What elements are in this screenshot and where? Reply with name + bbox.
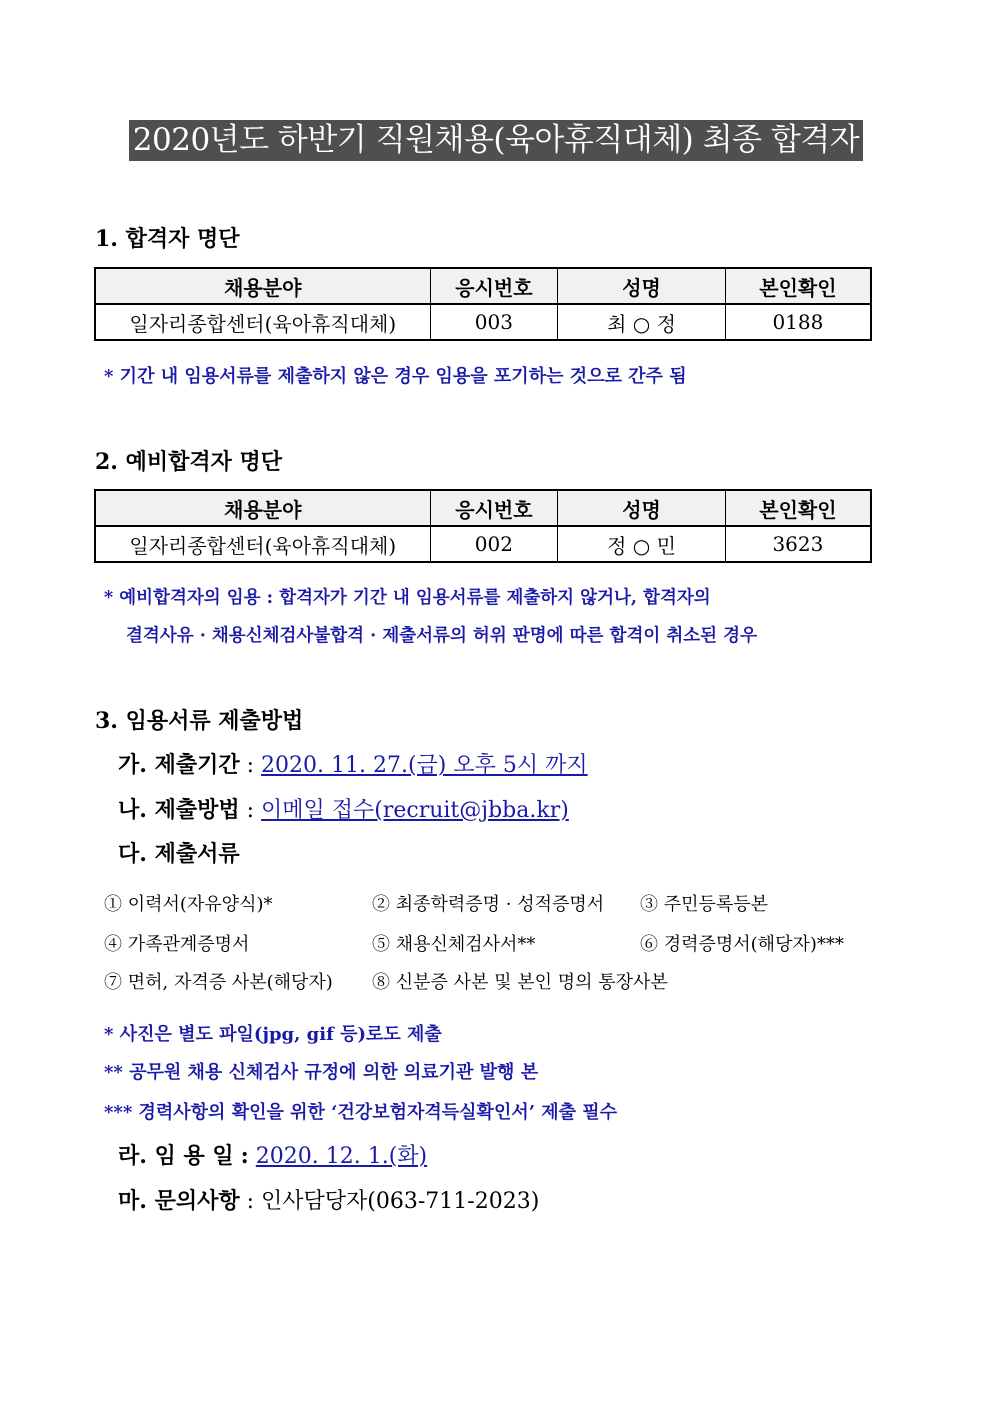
docs-row bbox=[118, 837, 240, 868]
col-header-name: 성명 bbox=[558, 490, 726, 526]
doc-item: ⑥ 경력증명서(해당자)*** bbox=[640, 934, 844, 955]
passers-table bbox=[94, 267, 872, 341]
appoint-sep: : bbox=[240, 1143, 249, 1169]
method-row bbox=[118, 793, 569, 824]
doc-note: ** 공무원 채용 신체검사 규정에 의한 의료기관 발행 본 bbox=[104, 1062, 539, 1083]
doc-note: * 사진은 별도 파일(jpg, gif 등)로도 제출 bbox=[104, 1024, 442, 1045]
cell-verify: 0188 bbox=[725, 304, 871, 340]
section-3-heading: 3. 임용서류 제출방법 bbox=[95, 708, 304, 734]
contact-value: 인사담당자(063-711-2023) bbox=[261, 1189, 540, 1214]
period-row bbox=[118, 748, 588, 779]
appoint-label: 라. 임 용 일 bbox=[118, 1143, 234, 1169]
period-value: 2020. 11. 27.(금) 오후 5시 까지 bbox=[261, 753, 588, 778]
period-label: 가. 제출기간 bbox=[118, 752, 240, 778]
table-row bbox=[95, 526, 871, 562]
appoint-row bbox=[118, 1139, 427, 1170]
section-2-note-line1: * 예비합격자의 임용 : 합격자가 기간 내 임용서류를 제출하지 않거나, 합격자의 bbox=[104, 588, 711, 608]
cell-field: 일자리종합센터(육아휴직대체) bbox=[95, 304, 430, 340]
cell-number: 003 bbox=[430, 304, 558, 340]
doc-item: ④ 가족관계증명서 bbox=[104, 934, 250, 955]
doc-item: ② 최종학력증명 · 성적증명서 bbox=[372, 894, 605, 915]
doc-item: ⑤ 채용신체검사서** bbox=[372, 934, 536, 955]
email-link[interactable]: 이메일 접수(recruit@jbba.kr) bbox=[261, 798, 569, 823]
reserve-table bbox=[94, 489, 872, 563]
period-sep: : bbox=[246, 753, 255, 778]
section-1-heading: 1. 합격자 명단 bbox=[95, 226, 240, 252]
method-sep: : bbox=[246, 798, 255, 823]
cell-verify: 3623 bbox=[725, 526, 871, 562]
col-header-verify: 본인확인 bbox=[725, 268, 871, 304]
method-label: 나. 제출방법 bbox=[118, 797, 240, 823]
doc-item: ① 이력서(자유양식)* bbox=[104, 894, 273, 915]
cell-name: 최 ○ 정 bbox=[558, 304, 726, 340]
col-header-verify: 본인확인 bbox=[725, 490, 871, 526]
cell-field: 일자리종합센터(육아휴직대체) bbox=[95, 526, 430, 562]
contact-row bbox=[118, 1184, 539, 1215]
contact-sep: : bbox=[246, 1189, 255, 1214]
page-title: 2020년도 하반기 직원채용(육아휴직대체) 최종 합격자 bbox=[129, 120, 863, 161]
doc-item: ⑧ 신분증 사본 및 본인 명의 통장사본 bbox=[372, 972, 668, 993]
doc-note: *** 경력사항의 확인을 위한 ‘건강보험자격득실확인서’ 제출 필수 bbox=[104, 1102, 618, 1123]
appoint-value: 2020. 12. 1.(화) bbox=[255, 1144, 428, 1169]
col-header-number: 응시번호 bbox=[430, 268, 558, 304]
page-title-wrap bbox=[0, 114, 992, 159]
section-2-heading: 2. 예비합격자 명단 bbox=[95, 449, 283, 475]
section-1-note: * 기간 내 임용서류를 제출하지 않은 경우 임용을 포기하는 것으로 간주 됨 bbox=[104, 366, 687, 387]
col-header-number: 응시번호 bbox=[430, 490, 558, 526]
doc-item: ③ 주민등록등본 bbox=[640, 894, 769, 915]
doc-item: ⑦ 면허, 자격증 사본(해당자) bbox=[104, 972, 333, 993]
col-header-field: 채용분야 bbox=[95, 490, 430, 526]
table-row bbox=[95, 304, 871, 340]
col-header-name: 성명 bbox=[558, 268, 726, 304]
cell-name: 정 ○ 민 bbox=[558, 526, 726, 562]
cell-number: 002 bbox=[430, 526, 558, 562]
col-header-field: 채용분야 bbox=[95, 268, 430, 304]
docs-label: 다. 제출서류 bbox=[118, 841, 240, 867]
section-2-note-line2: 결격사유 · 채용신체검사불합격 · 제출서류의 허위 판명에 따른 합격이 취소된 경우 bbox=[126, 626, 757, 646]
contact-label: 마. 문의사항 bbox=[118, 1188, 240, 1214]
